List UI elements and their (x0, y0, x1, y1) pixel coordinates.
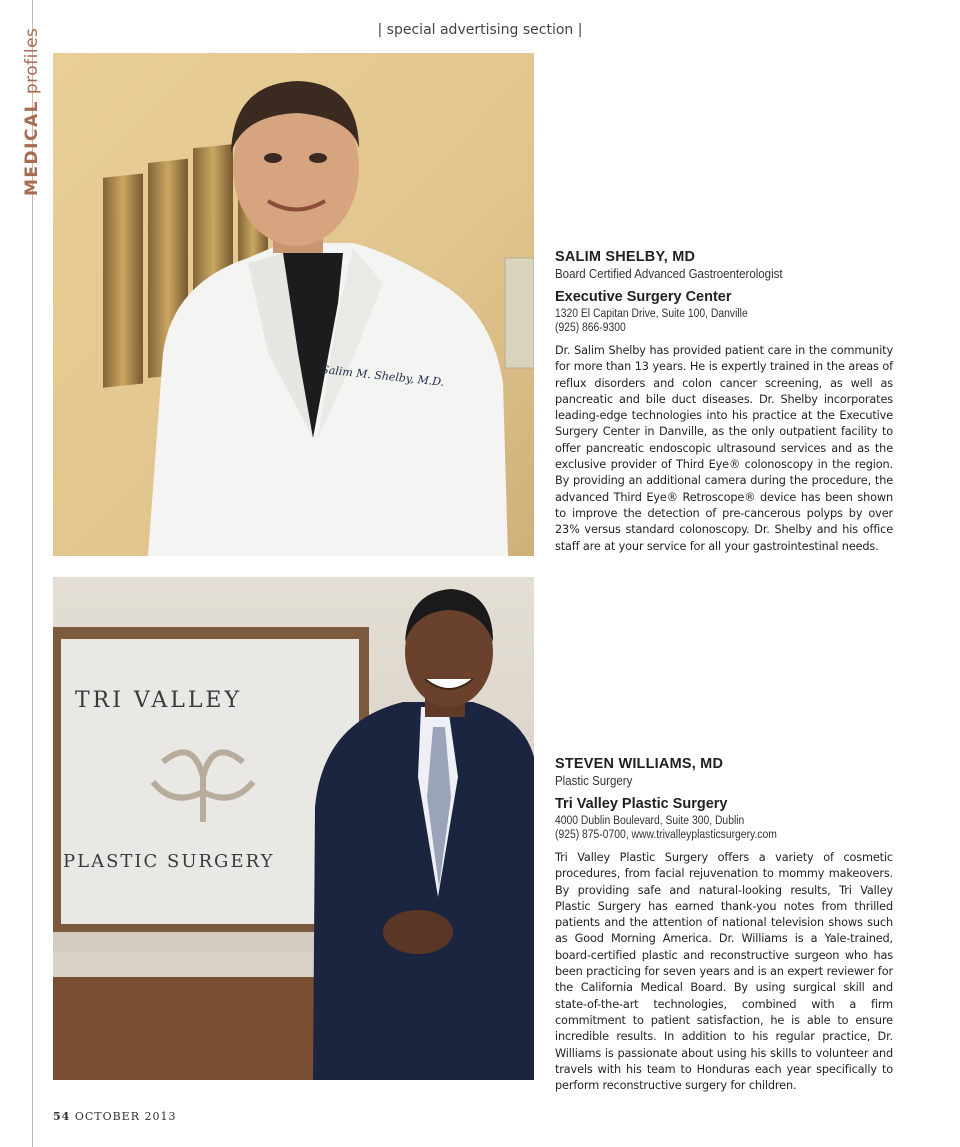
practice-address: 4000 Dublin Boulevard, Suite 300, Dublin (555, 815, 745, 827)
sign-line-1: TRI VALLEY (75, 688, 243, 713)
page-number: 54 (53, 1110, 71, 1123)
profile-shelby (555, 249, 893, 555)
doctor-name: SALIM SHELBY, MD (555, 249, 696, 265)
practice-address: 1320 El Capitan Drive, Suite 100, Danville (555, 308, 748, 320)
doctor-title: Plastic Surgery (555, 774, 633, 788)
practice-phone: (925) 866-9300 (555, 322, 626, 334)
practice-name: Executive Surgery Center (555, 289, 732, 305)
doctor-bio: Dr. Salim Shelby has provided patient care in the community for more than 13 years. He is expertly trained in the areas of reflux disorders and colon cancer screening, as well as pancreatic and bile duct diseases. Dr. Shelby incorporates leading-edge technologies into his practice at the Executive Surgery Center in Danville, as the only outpatient facility to offer pancreatic endoscopic ultrasound services and as the exclusive provider of Third Eye® colonoscopy in the region. By providing an additional camera during the procedure, the advanced Third Eye® Retroscope® device has been shown to improve the detection of pre-cancerous polyps by over 23% versus standard colonoscopy. Dr. Shelby and his office staff are at your service for all your gastrointestinal needs. (555, 344, 893, 553)
profile-photo-williams (53, 577, 534, 1080)
section-side-label (22, 28, 42, 196)
coat-embroidery: Salim M. Shelby, M.D. (320, 363, 445, 389)
sign-line-2: PLASTIC SURGERY (63, 851, 275, 872)
page-footer (53, 1110, 177, 1123)
doctor-title: Board Certified Advanced Gastroenterologist (555, 267, 783, 281)
side-label-light: profiles (22, 27, 42, 95)
practice-name: Tri Valley Plastic Surgery (555, 796, 728, 812)
practice-phone-website: (925) 875-0700, www.trivalleyplasticsurgery.com (555, 829, 777, 841)
issue-date: OCTOBER 2013 (74, 1110, 177, 1123)
profile-williams (555, 756, 893, 1094)
doctor-bio: Tri Valley Plastic Surgery offers a variety of cosmetic procedures, from facial rejuvenation to mommy makeovers. By providing safe and natural-looking results, Tri Valley Plastic Surgery has earned thank-you notes from thrilled patients and the attention of national television shows such as Good Morning America. Dr. Williams is a Yale-trained, board-certified plastic and reconstructive surgeon who has been practicing for seven years and is an expert reviewer for the California Medical Board. By using surgical skill and state-of-the-art technologies, combined with a firm commitment to patient satisfaction, he is able to ensure incredible results. In addition to his regular practice, Dr. Williams is passionate about using his skills to volunteer and travels with his team to Honduras each year specifically to perform reconstructive surgery for children. (555, 851, 893, 1093)
profile-photo-shelby (53, 53, 534, 556)
page-header: | special advertising section | (377, 22, 583, 38)
side-label-bold: MEDICAL (22, 100, 42, 196)
doctor-name: STEVEN WILLIAMS, MD (555, 756, 724, 772)
